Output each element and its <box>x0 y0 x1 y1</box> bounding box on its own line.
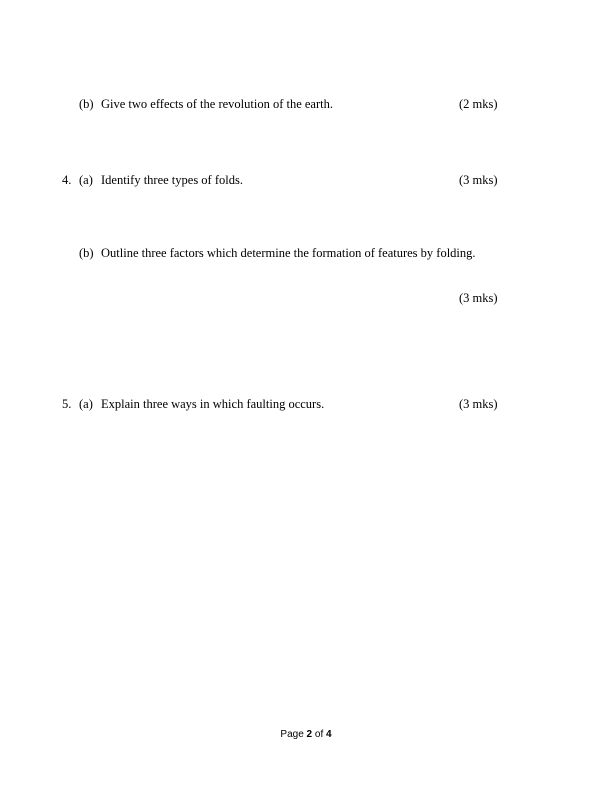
question-part-label: (b) <box>79 246 94 260</box>
question-number: 4. <box>62 173 72 187</box>
current-page-number: 2 <box>306 729 313 740</box>
question-text: Give two effects of the revolution of the earth. <box>101 97 333 111</box>
question-number: 5. <box>62 397 72 411</box>
marks-label: (2 mks) <box>459 97 498 111</box>
question-part-label: (b) <box>79 97 94 111</box>
question-text: Outline three factors which determine the formation of features by folding. <box>101 246 476 260</box>
marks-label: (3 mks) <box>459 397 498 411</box>
question-part-label: (a) <box>79 173 93 187</box>
marks-label: (3 mks) <box>459 291 498 305</box>
footer-prefix: Page <box>280 729 304 740</box>
page-footer <box>0 729 612 741</box>
question-part-label: (a) <box>79 397 93 411</box>
question-text: Identify three types of folds. <box>101 173 243 187</box>
marks-label: (3 mks) <box>459 173 498 187</box>
total-pages-number: 4 <box>326 729 332 740</box>
question-text: Explain three ways in which faulting occurs. <box>101 397 325 411</box>
footer-separator: of <box>314 729 324 740</box>
